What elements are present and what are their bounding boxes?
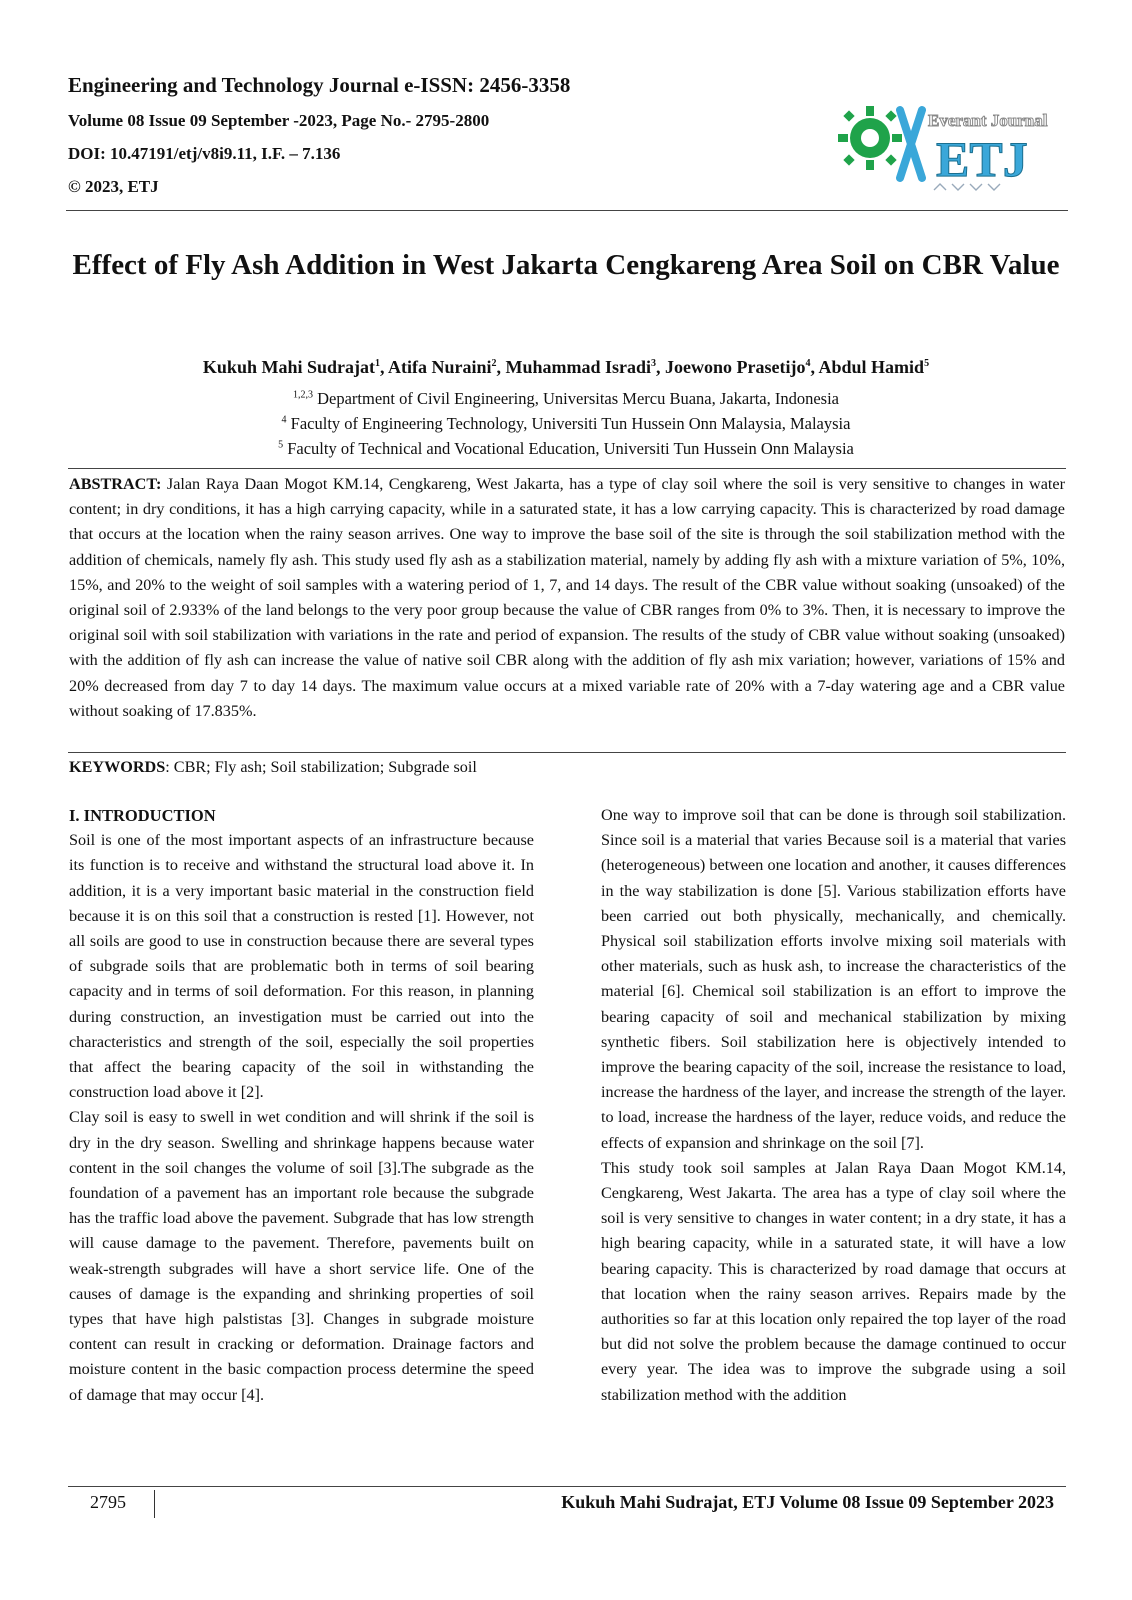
affiliation: $^5$ Faculty of Technical and Vocational Education, Universiti Tun Hussein Onn Malaysia bbox=[278, 439, 854, 458]
author-name: Abdul Hamid bbox=[818, 357, 925, 377]
abstract-text: Jalan Raya Daan Mogot KM.14, Cengkareng, West Jakarta, has a type of clay soil where the soil is very sensitive to changes in water content; in dry conditions, it has a high carrying capacity, while in a saturated state, it has a low carrying capacity. This is characterized by road damage that occurs at the location when the rainy season arrives. One way to improve the base soil of the site is through the soil stabilization method with the addition of chemicals, namely fly ash. This study used fly ash as a stabilization material, namely by adding fly ash with a mixture variation of 5%, 10%, 15%, and 20% to the weight of soil samples with a watering period of 1, 7, and 14 days. The result of the CBR value without soaking (unsoaked) of the original soil of 2.933% of the land belongs to the very poor group because the value of CBR ranges from 0% to 3%. Then, it is necessary to improve the original soil with soil stabilization with variations in the rate and period of expansion. The results of the study of CBR value without soaking (unsoaked) with the addition of fly ash can increase the value of native soil CBR along with the addition of fly ash mix variation; however, variations of 15% and 20% decreased from day 7 to day 14 days. The maximum value occurs at a mixed variable rate of 20% with a 7-day watering age and a CBR value without soaking of 17.835%. bbox=[69, 475, 1066, 720]
author-name: Muhammad Isradi bbox=[505, 357, 652, 377]
paragraph: Clay soil is easy to swell in wet condition and will shrink if the soil is dry in the dry season. Swelling and shrinkage happens because water content in the soil changes the volume of soil [3].The subgrade as the foundation of a pavement has an important role because the subgrade has the traffic load above the pavement. Subgrade that has low strength will cause damage to the pavement. Therefore, pavements built on weak-strength subgrades will have a short service life. One of the causes of damage is the expanding and shrinking properties of soil types that have high palstistas [3]. Changes in subgrade moisture content can result in cracking or deformation. Drainage factors and moisture content in the basic compaction process determine the speed of damage that may occur [4]. bbox=[69, 1108, 534, 1404]
affiliation: $^{1,2,3}$ Department of Civil Engineering, Universitas Mercu Buana, Jakarta, Indonesia bbox=[292, 389, 839, 408]
abstract-label: ABSTRACT: bbox=[69, 475, 162, 493]
header-divider bbox=[66, 210, 1068, 211]
running-footer: Kukuh Mahi Sudrajat, ETJ Volume 08 Issue 09 September 2023 bbox=[561, 1492, 1054, 1512]
left-column bbox=[69, 803, 534, 1408]
journal-doi: DOI: 10.47191/etj/v8i9.11, I.F. – 7.136 bbox=[68, 144, 341, 163]
author-name: Joewono Prasetijo bbox=[665, 357, 806, 377]
footer-divider bbox=[68, 1486, 1066, 1487]
author-name: Atifa Nuraini bbox=[388, 357, 492, 377]
journal-header bbox=[68, 66, 768, 203]
abstract bbox=[69, 472, 1065, 724]
paragraph: One way to improve soil that can be done is through soil stabilization. Since soil is a material that varies Because soil is a material that varies (heterogeneous) between one location and another, it causes differences in the way stabilization is done [5]. Various stabilization efforts have been carried out both physically, mechanically, and chemically. Physical soil stabilization efforts involve mixing soil materials with other materials, such as husk ash, to increase the characteristics of the material [6]. Chemical soil stabilization is an effort to improve the bearing capacity of soil and mechanical stabilization by mixing synthetic fibers. Soil stabilization here is objectively intended to improve the bearing capacity of the soil, increase the resistance to load, increase the hardness of the layer, and increase the strength of the layer. to load, increase the hardness of the layer, reduce voids, and reduce the effects of expansion and shrinkage on the soil [7]. bbox=[601, 806, 1066, 1152]
author-sup: 1 bbox=[374, 358, 380, 369]
affiliation: $^4$ Faculty of Engineering Technology, Universiti Tun Hussein Onn Malaysia, Malaysia bbox=[281, 414, 851, 433]
abstract-top-divider bbox=[68, 468, 1066, 469]
right-column bbox=[601, 803, 1066, 1408]
keywords-text: : CBR; Fly ash; Soil stabilization; Subgrade soil bbox=[165, 758, 477, 776]
affiliation-list bbox=[60, 386, 1072, 461]
author-sup: 4 bbox=[805, 358, 811, 369]
author-sup: 3 bbox=[651, 358, 657, 369]
paper-title: Effect of Fly Ash Addition in West Jakarta Cengkareng Area Soil on CBR Value bbox=[72, 249, 1060, 281]
author-list: Kukuh Mahi Sudrajat$^1$, Atifa Nuraini$^2$, Muhammad Isradi$^3$, Joewono Prasetijo$^4$, Abdul Hamid$^5$ bbox=[202, 357, 930, 377]
author-sup: 2 bbox=[491, 358, 497, 369]
author-sup: 5 bbox=[924, 358, 930, 369]
section-heading: I. INTRODUCTION bbox=[69, 806, 216, 825]
abstract-bottom-divider bbox=[68, 752, 1066, 753]
paragraph: This study took soil samples at Jalan Raya Daan Mogot KM.14, Cengkareng, West Jakarta. The area has a type of clay soil where the soil is very sensitive to changes in water content; in a dry state, it has a high bearing capacity, while in a saturated state, it will have a low bearing capacity. This is characterized by road damage that occurs at that location when the rainy season arrives. Repairs made by the authorities so far at this location only repaired the top layer of the road but did not solve the problem because the damage continued to occur every year. The idea was to improve the subgrade using a soil stabilization method with the addition bbox=[601, 1158, 1066, 1404]
journal-title: Engineering and Technology Journal e-ISSN: 2456-3358 bbox=[68, 73, 571, 97]
journal-copyright: © 2023, ETJ bbox=[68, 177, 159, 196]
paragraph: Soil is one of the most important aspects of an infrastructure because its function is to receive and withstand the structural load above it. In addition, it is a very important basic material in the construction field because it is on this soil that a construction is rested [1]. However, not all soils are good to use in construction because there are several types of subgrade soils that are problematic both in terms of soil bearing capacity and in terms of soil deformation. For this reason, in planning during construction, an investigation must be carried out into the characteristics and strength of the soil, especially the soil properties that affect the bearing capacity of the soil in withstanding the construction load above it [2]. bbox=[69, 831, 534, 1102]
svg-text:Everant Journal: Everant Journal bbox=[928, 111, 1048, 130]
journal-volume: Volume 08 Issue 09 September -2023, Page No.- 2795-2800 bbox=[68, 111, 490, 130]
etj-logo bbox=[830, 92, 1050, 200]
keywords-label: KEYWORDS bbox=[69, 758, 166, 776]
svg-text:ETJ: ETJ bbox=[936, 131, 1028, 187]
keywords bbox=[69, 758, 1065, 777]
page-footer bbox=[0, 1492, 1132, 1522]
author-name: Kukuh Mahi Sudrajat bbox=[202, 357, 375, 377]
footer-separator bbox=[154, 1490, 155, 1518]
page-number: 2795 bbox=[90, 1492, 126, 1512]
